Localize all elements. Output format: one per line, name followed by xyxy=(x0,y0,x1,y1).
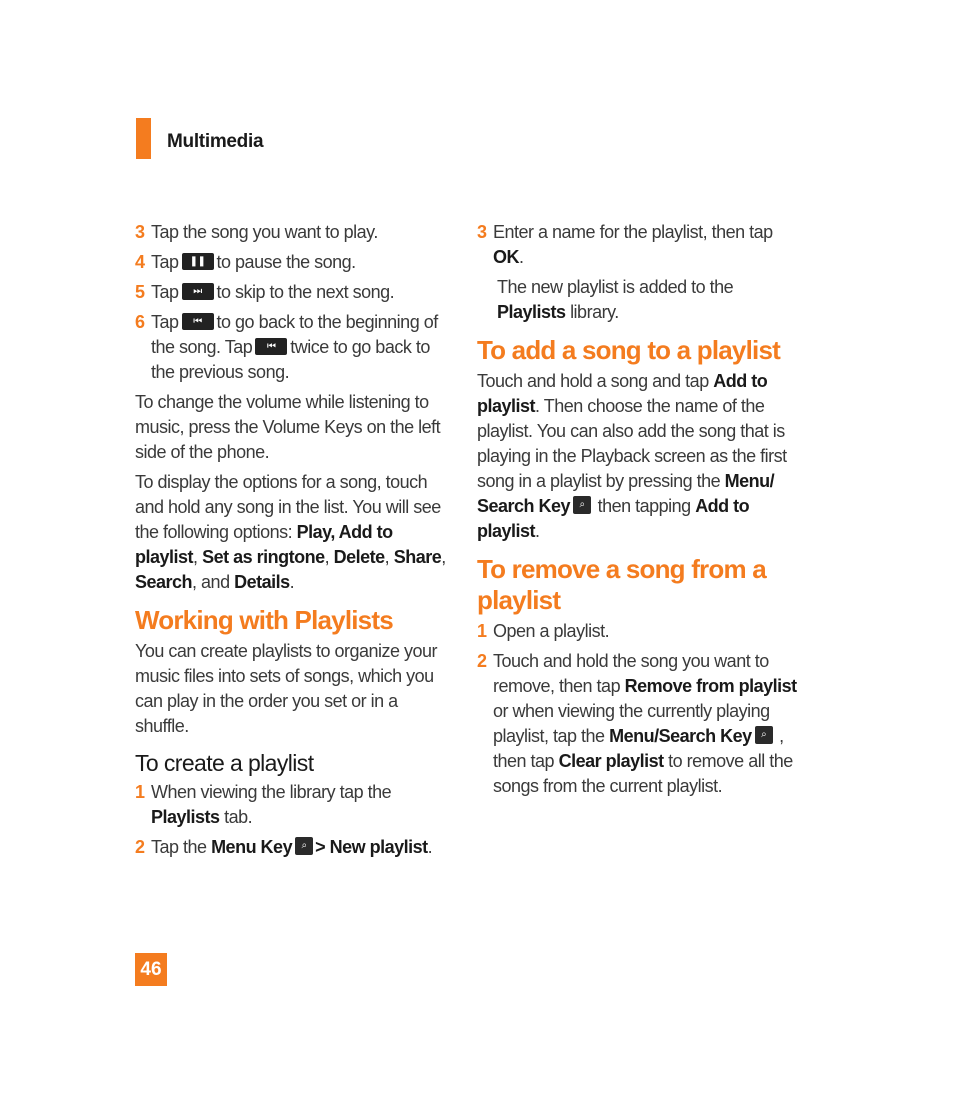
create-playlist-heading: To create a playlist xyxy=(135,750,314,776)
pause-icon: ❚❚ xyxy=(182,253,214,270)
step-text: or when viewing the currently playing playlist, tap the xyxy=(493,701,770,746)
option-play-add: Play, Add to playlist xyxy=(135,522,393,567)
create-step-3 xyxy=(477,220,797,270)
separator: , xyxy=(384,547,390,567)
step-text: Open a playlist. xyxy=(493,621,610,641)
step-text: Enter a name for the playlist, then tap xyxy=(493,222,773,242)
paragraph-text: Touch and hold a song and tap xyxy=(477,371,709,391)
step-4-pause xyxy=(135,250,447,275)
paragraph-text: library. xyxy=(570,302,619,322)
step-text: , then tap xyxy=(493,726,784,771)
step-text: Tap xyxy=(151,282,179,302)
step-5-next xyxy=(135,280,447,305)
step-text: . xyxy=(427,837,433,857)
step-number: 3 xyxy=(477,222,487,242)
options-paragraph xyxy=(135,470,447,595)
step-number: 3 xyxy=(135,222,145,242)
menu-key-label: Menu Key xyxy=(211,837,293,857)
remove-song-heading: To remove a song from a playlist xyxy=(477,554,766,615)
step-text: . xyxy=(519,247,524,267)
add-to-playlist-label: Add to playlist xyxy=(477,371,768,416)
create-step-2 xyxy=(135,835,447,860)
playlist-added-paragraph xyxy=(477,275,797,325)
separator: , xyxy=(193,547,198,567)
add-song-heading: To add a song to a playlist xyxy=(477,335,780,365)
option-delete: Delete xyxy=(333,547,385,567)
playlists-library-label: Playlists xyxy=(497,302,566,322)
working-with-playlists-heading: Working with Playlists xyxy=(135,605,393,635)
remove-from-playlist-label: Remove from playlist xyxy=(624,676,797,696)
section-title: Multimedia xyxy=(167,131,264,152)
left-column xyxy=(135,220,447,865)
step-text: tab. xyxy=(224,807,253,827)
step-text: to remove all the songs from the current playlist. xyxy=(493,751,793,796)
step-text: twice to go back to the previous song. xyxy=(151,337,430,382)
step-text: When viewing the library tap the xyxy=(151,782,392,802)
previous-track-icon: ⏮ xyxy=(255,338,287,355)
step-text: Touch and hold the song you want to remove, then tap xyxy=(493,651,769,696)
paragraph-text: The new playlist is added to the xyxy=(497,277,734,297)
separator: , xyxy=(324,547,330,567)
step-number: 5 xyxy=(135,282,145,302)
option-search: Search xyxy=(135,572,193,592)
step-text: to skip to the next song. xyxy=(216,282,395,302)
separator: . xyxy=(289,572,295,592)
step-3-play xyxy=(135,220,447,245)
menu-search-key-icon: ⌕ xyxy=(573,496,591,514)
step-text: Tap xyxy=(151,312,179,332)
step-text: to go back to the beginning of the song. Tap xyxy=(151,312,438,357)
option-details: Details xyxy=(234,572,290,592)
paragraph-text: . xyxy=(535,521,540,541)
menu-search-key-label: Menu/Search Key xyxy=(609,726,752,746)
previous-track-icon: ⏮ xyxy=(182,313,214,330)
paragraph-text: then tapping xyxy=(597,496,691,516)
paragraph-text: . Then choose the name of the playlist. You can also add the song that is playing in the Playback screen as the first song in a playlist by pressing the xyxy=(477,396,787,491)
menu-key-icon: ⌕ xyxy=(295,837,313,855)
step-number: 1 xyxy=(135,782,145,802)
option-share: Share xyxy=(393,547,442,567)
section-marker xyxy=(136,118,151,159)
remove-step-2 xyxy=(477,649,797,799)
add-to-playlist-label: Add to playlist xyxy=(477,496,750,541)
step-number: 1 xyxy=(477,621,487,641)
volume-paragraph: To change the volume while listening to music, press the Volume Keys on the left side of the phone. xyxy=(135,392,441,462)
menu-search-key-icon: ⌕ xyxy=(755,726,773,744)
playlists-tab-label: Playlists xyxy=(151,807,220,827)
step-text: Tap the xyxy=(151,837,207,857)
step-text: Tap the song you want to play. xyxy=(151,222,378,242)
next-track-icon: ⏭ xyxy=(182,283,214,300)
create-step-1 xyxy=(135,780,447,830)
add-song-paragraph xyxy=(477,369,797,544)
separator: , and xyxy=(192,572,230,592)
step-6-previous xyxy=(135,310,447,385)
step-number: 4 xyxy=(135,252,145,272)
right-column xyxy=(477,220,797,804)
step-text: to pause the song. xyxy=(216,252,356,272)
step-number: 6 xyxy=(135,312,145,332)
paragraph-text: To display the options for a song, touch and hold any song in the list. You will see the following options: xyxy=(135,472,441,542)
option-set-ringtone: Set as ringtone xyxy=(202,547,325,567)
separator: , xyxy=(441,547,446,567)
page-number: 46 xyxy=(135,953,167,986)
menu-search-key-label: Menu/ Search Key xyxy=(477,471,775,516)
working-paragraph: You can create playlists to organize your music files into sets of songs, which you can play in the order you set or in a shuffle. xyxy=(135,641,438,736)
clear-playlist-label: Clear playlist xyxy=(558,751,664,771)
new-playlist-label: > New playlist xyxy=(315,837,428,857)
step-number: 2 xyxy=(135,837,145,857)
ok-label: OK xyxy=(493,247,519,267)
step-number: 2 xyxy=(477,651,487,671)
step-text: Tap xyxy=(151,252,179,272)
remove-step-1 xyxy=(477,619,797,644)
